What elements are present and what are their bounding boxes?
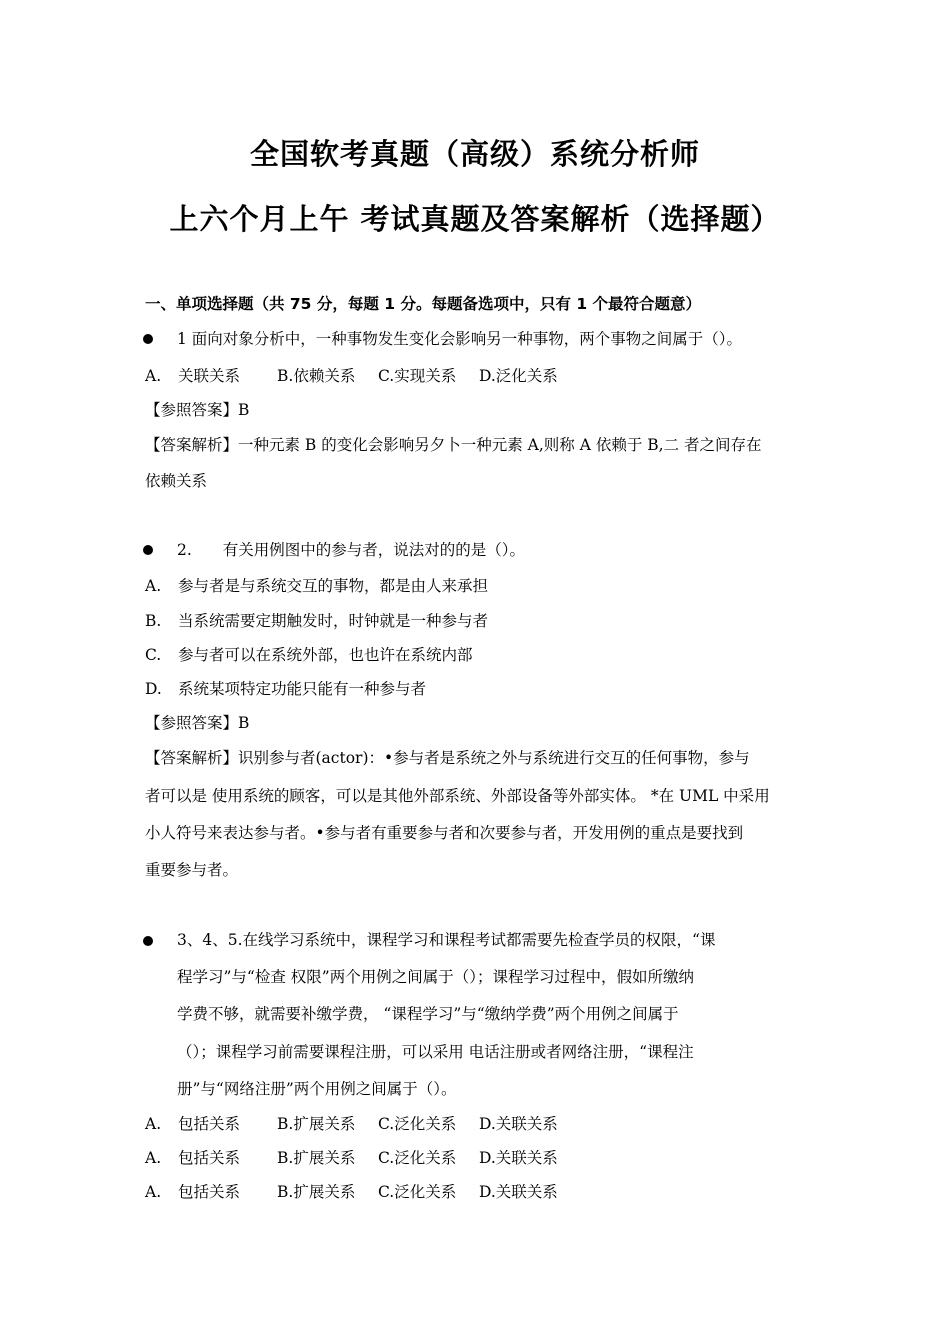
question-2-text: 2. 有关用例图中的参与者，说法对的的是（）。 [177,541,526,559]
question-5-options-row [145,1182,558,1202]
option-d: D.关联关系 [479,1183,558,1201]
question-3-text-line: 程学习”与“检查 权限”两个用例之间属于（）；课程学习过程中，假如所缴纳 [177,968,694,986]
question-2-analysis-line: 小人符号来表达参与者。•参与者有重要参与者和次要参与者，开发用例的重点是要找到 [145,824,744,842]
option-text: 当系统需要定期触发时，时钟就是一种参与者 [178,612,489,630]
question-1-text: 1 面向对象分析中，一种事物发生变化会影响另一种事物，两个事物之间属于（）。 [177,330,743,348]
option-d: D.关联关系 [479,1149,558,1167]
question-4-options-row [145,1148,558,1168]
option-d: D.关联关系 [479,1115,558,1133]
option-c: C.泛化关系 [378,1115,457,1133]
bullet-icon [143,545,153,555]
bullet-icon [143,936,153,946]
document-title: 全国软考真题（高级）系统分析师 [249,137,700,171]
option-text: 系统某项特定功能只能有一种参与者 [178,680,427,698]
question-2-analysis-line: 重要参与者。 [145,861,239,879]
question-2-answer: 【参照答案】B [145,714,250,732]
option-c: C.泛化关系 [378,1149,457,1167]
option-a: 包括关系 [178,1149,241,1167]
bullet-icon [143,334,153,344]
option-letter: A. [145,367,162,385]
question-1-options [145,366,558,386]
option-a: 关联关系 [178,367,241,385]
question-1-answer: 【参照答案】B [145,401,250,419]
question-3-text-line: （）；课程学习前需要课程注册，可以采用 电话注册或者网络注册，“课程注 [177,1043,694,1061]
question-3-text-line: 3、4、5.在线学习系统中，课程学习和课程考试都需要先检查学员的权限，“课 [177,931,716,949]
option-letter: A. [145,577,162,595]
option-d: D.泛化关系 [479,367,558,385]
question-2-option-a [145,576,488,596]
option-c: C.实现关系 [378,367,457,385]
option-letter: C. [145,646,162,664]
question-2-analysis-line: 者可以是 使用系统的顾客，可以是其他外部系统、外部设备等外部实体。 *在 UML 中采用 [145,787,770,805]
question-3-text-line: 学费不够，就需要补缴学费， “课程学习”与“缴纳学费”两个用例之间属于 [177,1005,679,1023]
question-2-option-c [145,645,473,665]
option-letter: B. [145,612,162,630]
option-b: B.依赖关系 [277,367,356,385]
question-2-option-b [145,611,488,631]
option-text: 参与者可以在系统外部，也也许在系统内部 [178,646,473,664]
section-heading: 一、单项选择题（共 75 分，每题 1 分。每题备选项中，只有 1 个最符合题意） [145,295,702,313]
option-text: 参与者是与系统交互的事物，都是由人来承担 [178,577,489,595]
question-3-options-row [145,1114,558,1134]
option-a: 包括关系 [178,1115,241,1133]
document-subtitle: 上六个月上午 考试真题及答案解析（选择题） [169,202,781,236]
option-b: B.扩展关系 [277,1149,356,1167]
option-letter: D. [145,680,162,698]
question-3-text-line: 册”与“网络注册”两个用例之间属于（）。 [177,1080,457,1098]
option-a: 包括关系 [178,1183,241,1201]
option-b: B.扩展关系 [277,1115,356,1133]
option-letter: A. [145,1183,162,1201]
question-1-analysis-line: 依赖关系 [145,472,208,490]
option-c: C.泛化关系 [378,1183,457,1201]
option-letter: A. [145,1149,162,1167]
question-2-analysis-line: 【答案解析】识别参与者(actor)：•参与者是系统之外与系统进行交互的任何事物，参与 [145,749,750,767]
option-b: B.扩展关系 [277,1183,356,1201]
question-1-analysis-line: 【答案解析】一种元素 B 的变化会影响另夕卜一种元素 A,则称 A 依赖于 B,二 者之间存在 [145,436,762,454]
option-letter: A. [145,1115,162,1133]
question-2-option-d [145,679,426,699]
